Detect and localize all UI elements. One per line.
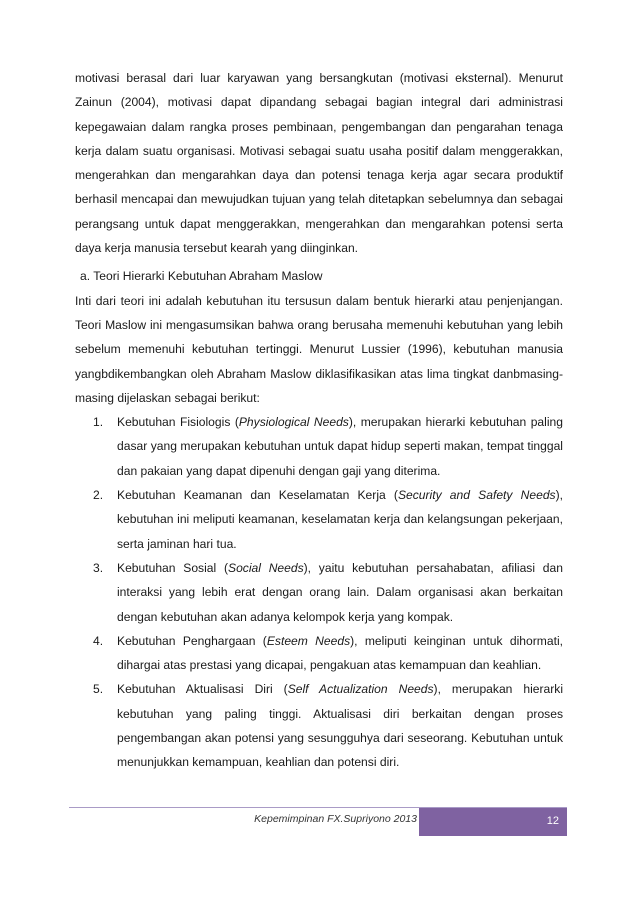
list-item (93, 677, 564, 774)
needs-list (75, 410, 563, 774)
list-item-number: 4. (93, 633, 104, 648)
list-item-text-after: ), merupakan hierarki kebutuhan paling dasar yang merupakan kebutuhan untuk dapat hidup seperti makan, tempat tinggal dan pakaian yang dapat dipenuhi dengan gaji yang diterima. (117, 415, 563, 478)
list-item-text-after: ), yaitu kebutuhan persahabatan, afiliasi dan interaksi yang lebih erat dengan orang lain. Dalam organisasi akan berkaitan dengan kebutuhan akan adanya kelompok kerja yang kompak. (117, 560, 563, 624)
list-item (93, 410, 563, 483)
list-item-text-before: Kebutuhan Keamanan dan Keselamatan Kerja ( (117, 488, 398, 503)
list-item-number: 3. (93, 560, 104, 575)
list-item-text-before: Kebutuhan Fisiologis ( (117, 415, 239, 430)
list-item-term: Security and Safety Needs (397, 488, 556, 503)
intro-paragraph: motivasi berasal dari luar karyawan yang bersangkutan (motivasi eksternal). Menurut Zainun (2004), motivasi dapat dipandang sebagai bagian integral dari administrasi kepegawaian dalam rangka proses pembinaan, pengembangan dan pengarahan tenaga kerja dalam suatu organisasi. Motivasi sebagai suatu usaha positif dalam menggerakkan, mengerahkan dan mengarahkan daya dan potensi tenaga kerja agar secara produktif berhasil mencapai dan mewujudkan tujuan yang telah ditetapkan sebelumnya dan sebagai perangsang untuk dapat menggerakkan, mengerahkan dan mengarahkan potensi serta daya kerja manusia tersebut kearah yang diinginkan. (75, 71, 563, 256)
list-item-text-after: ), meliputi keinginan untuk dihormati, dihargai atas prestasi yang dicapai, pengakuan atas kemampuan dan keahlian. (117, 633, 563, 673)
footer-title: Kepemimpinan FX.Supriyono 2013 (254, 813, 417, 825)
list-item-number: 2. (93, 488, 104, 503)
list-item-term: Self Actualization Needs (287, 682, 434, 697)
page-number-badge: 12 (419, 808, 567, 836)
list-item-term: Esteem Needs (266, 633, 351, 648)
section-heading: a. Teori Hierarki Kebutuhan Abraham Maslow (80, 269, 323, 284)
list-item-term: Physiological Needs (238, 415, 349, 430)
list-item-term: Social Needs (228, 560, 304, 575)
list-item-text-before: Kebutuhan Sosial ( (117, 560, 228, 575)
list-item-text-before: Kebutuhan Penghargaan ( (117, 633, 267, 648)
list-item-text-after: ), kebutuhan ini meliputi keamanan, keselamatan kerja dan kelangsungan pekerjaan, serta jaminan hari tua. (117, 488, 563, 551)
list-item (93, 556, 563, 629)
list-item-text-after: ), merupakan hierarki kebutuhan yang paling tinggi. Aktualisasi diri berkaitan dengan proses pengembangan akan potensi yang sesungguhya dari seseorang. Kebutuhan untuk menunjukkan kemampuan, keahlian dan potensi diri. (117, 682, 564, 770)
list-item (93, 629, 563, 678)
list-item-number: 1. (93, 415, 104, 430)
section-paragraph: Inti dari teori ini adalah kebutuhan itu tersusun dalam bentuk hierarki atau penjenjangan. Teori Maslow ini mengasumsikan bahwa orang berusaha memenuhi kebutuhan yang lebih sebelum memenuhi kebutuhan tertinggi. Menurut Lussier (1996), kebutuhan manusia yangbdikembangkan oleh Abraham Maslow diklasifikasikan atas lima tingkat danbmasing-masing dijelaskan sebagai berikut: (75, 293, 563, 405)
list-item (93, 483, 563, 556)
list-item-number: 5. (93, 682, 104, 697)
list-item-text-before: Kebutuhan Aktualisasi Diri ( (117, 682, 288, 697)
page-body (75, 66, 563, 775)
